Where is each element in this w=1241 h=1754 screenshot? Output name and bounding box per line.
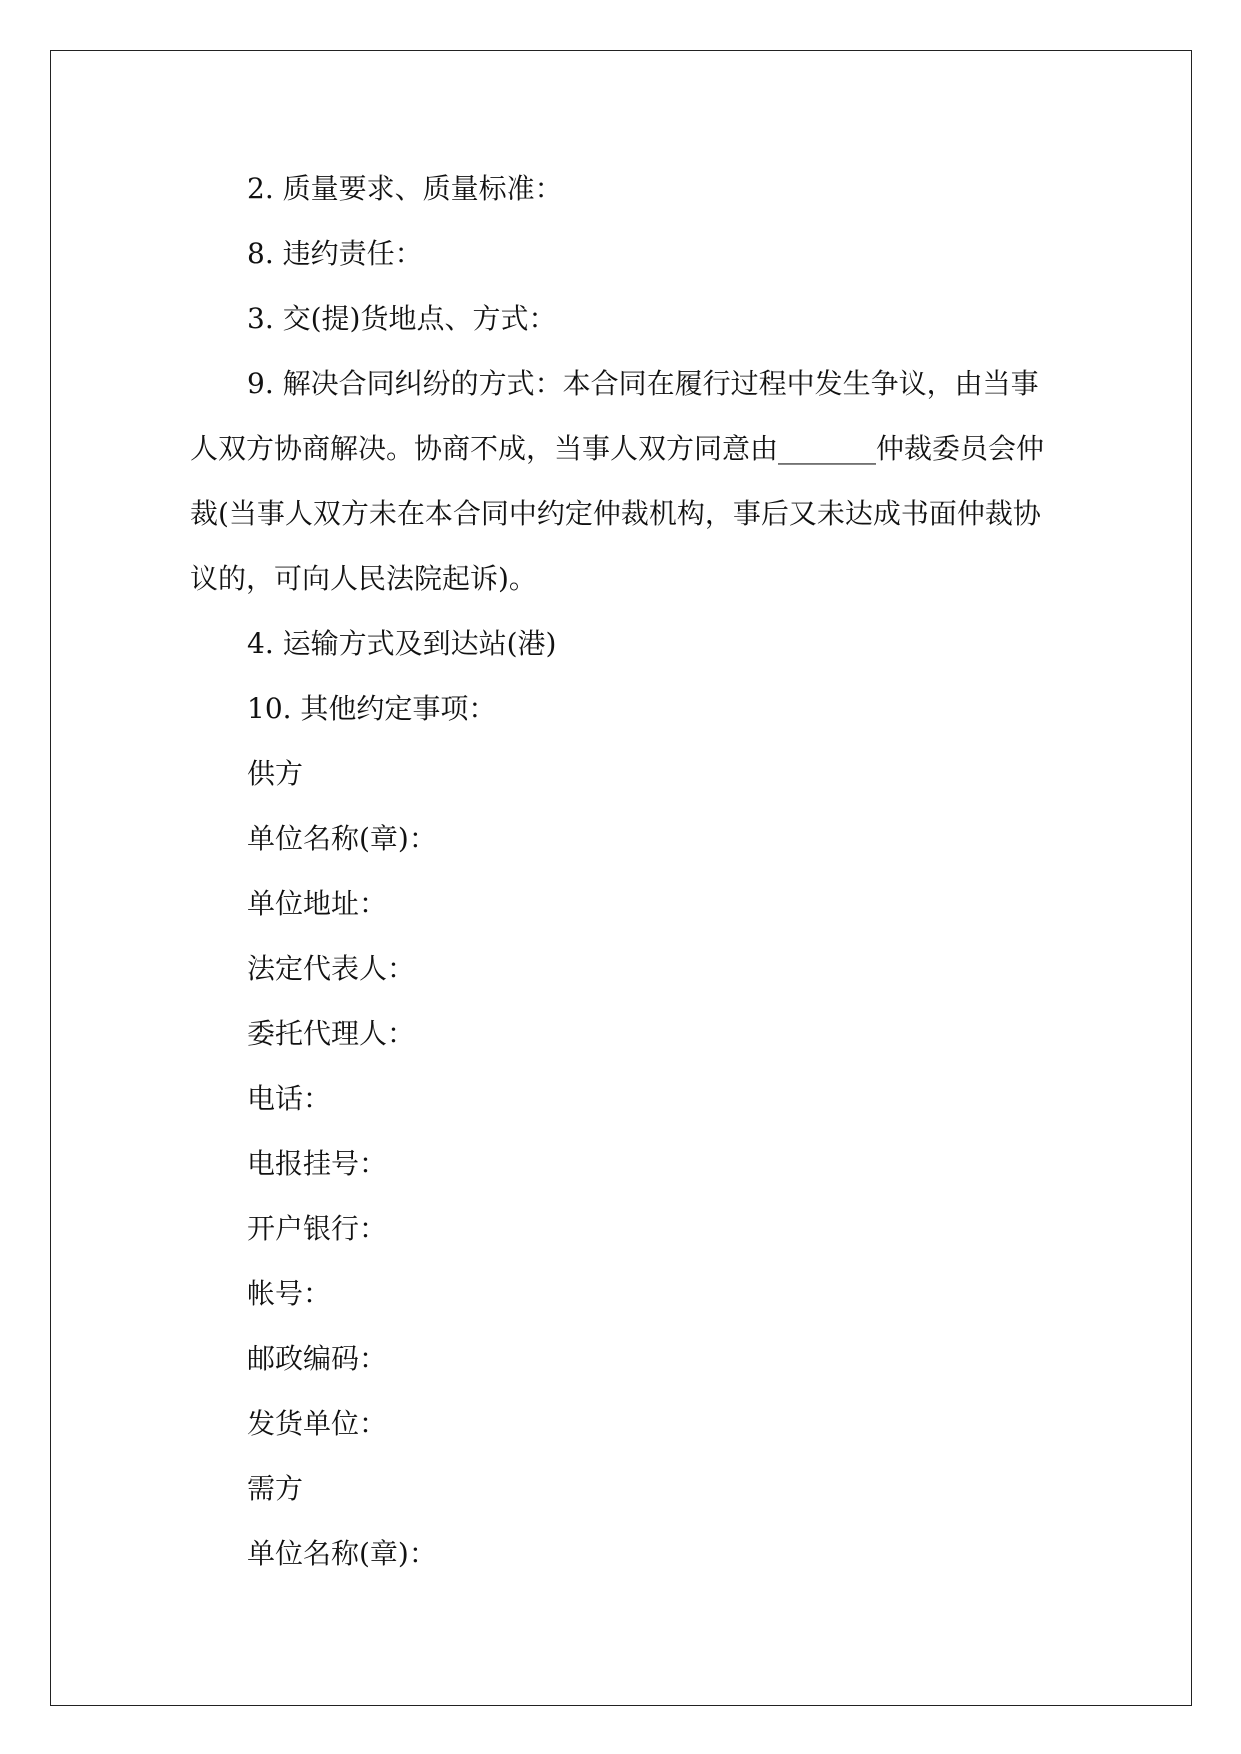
supplier-legal-rep: 法定代表人：: [247, 952, 416, 985]
supplier-heading: 供方: [247, 757, 304, 790]
clause-transport: 4. 运输方式及到达站(港): [247, 627, 557, 660]
supplier-agent: 委托代理人：: [247, 1017, 416, 1050]
supplier-address: 单位地址：: [247, 887, 388, 920]
supplier-phone: 电话：: [247, 1082, 332, 1115]
buyer-heading: 需方: [247, 1472, 304, 1505]
document-body: [190, 156, 1060, 1586]
clause-quality: 2. 质量要求、质量标准：: [247, 172, 563, 205]
clause-dispute: 9. 解决合同纠纷的方式：本合同在履行过程中发生争议，由当事人双方协商解决。协商不成，当事人双方同意由_______仲裁委员会仲裁(当事人双方未在本合同中约定仲裁机构，事后又未达成书面仲裁协议的，可向人民法院起诉)。: [190, 367, 1045, 595]
supplier-postcode: 邮政编码：: [247, 1342, 388, 1375]
supplier-unit-name: 单位名称(章)：: [247, 822, 437, 855]
clause-other: 10. 其他约定事项：: [247, 692, 497, 725]
clause-liability: 8. 违约责任：: [247, 237, 423, 270]
supplier-telegraph: 电报挂号：: [247, 1147, 388, 1180]
supplier-account: 帐号：: [247, 1277, 332, 1310]
supplier-bank: 开户银行：: [247, 1212, 388, 1245]
clause-delivery: 3. 交(提)货地点、方式：: [247, 302, 557, 335]
buyer-unit-name: 单位名称(章)：: [247, 1537, 437, 1570]
supplier-shipping-unit: 发货单位：: [247, 1407, 388, 1440]
